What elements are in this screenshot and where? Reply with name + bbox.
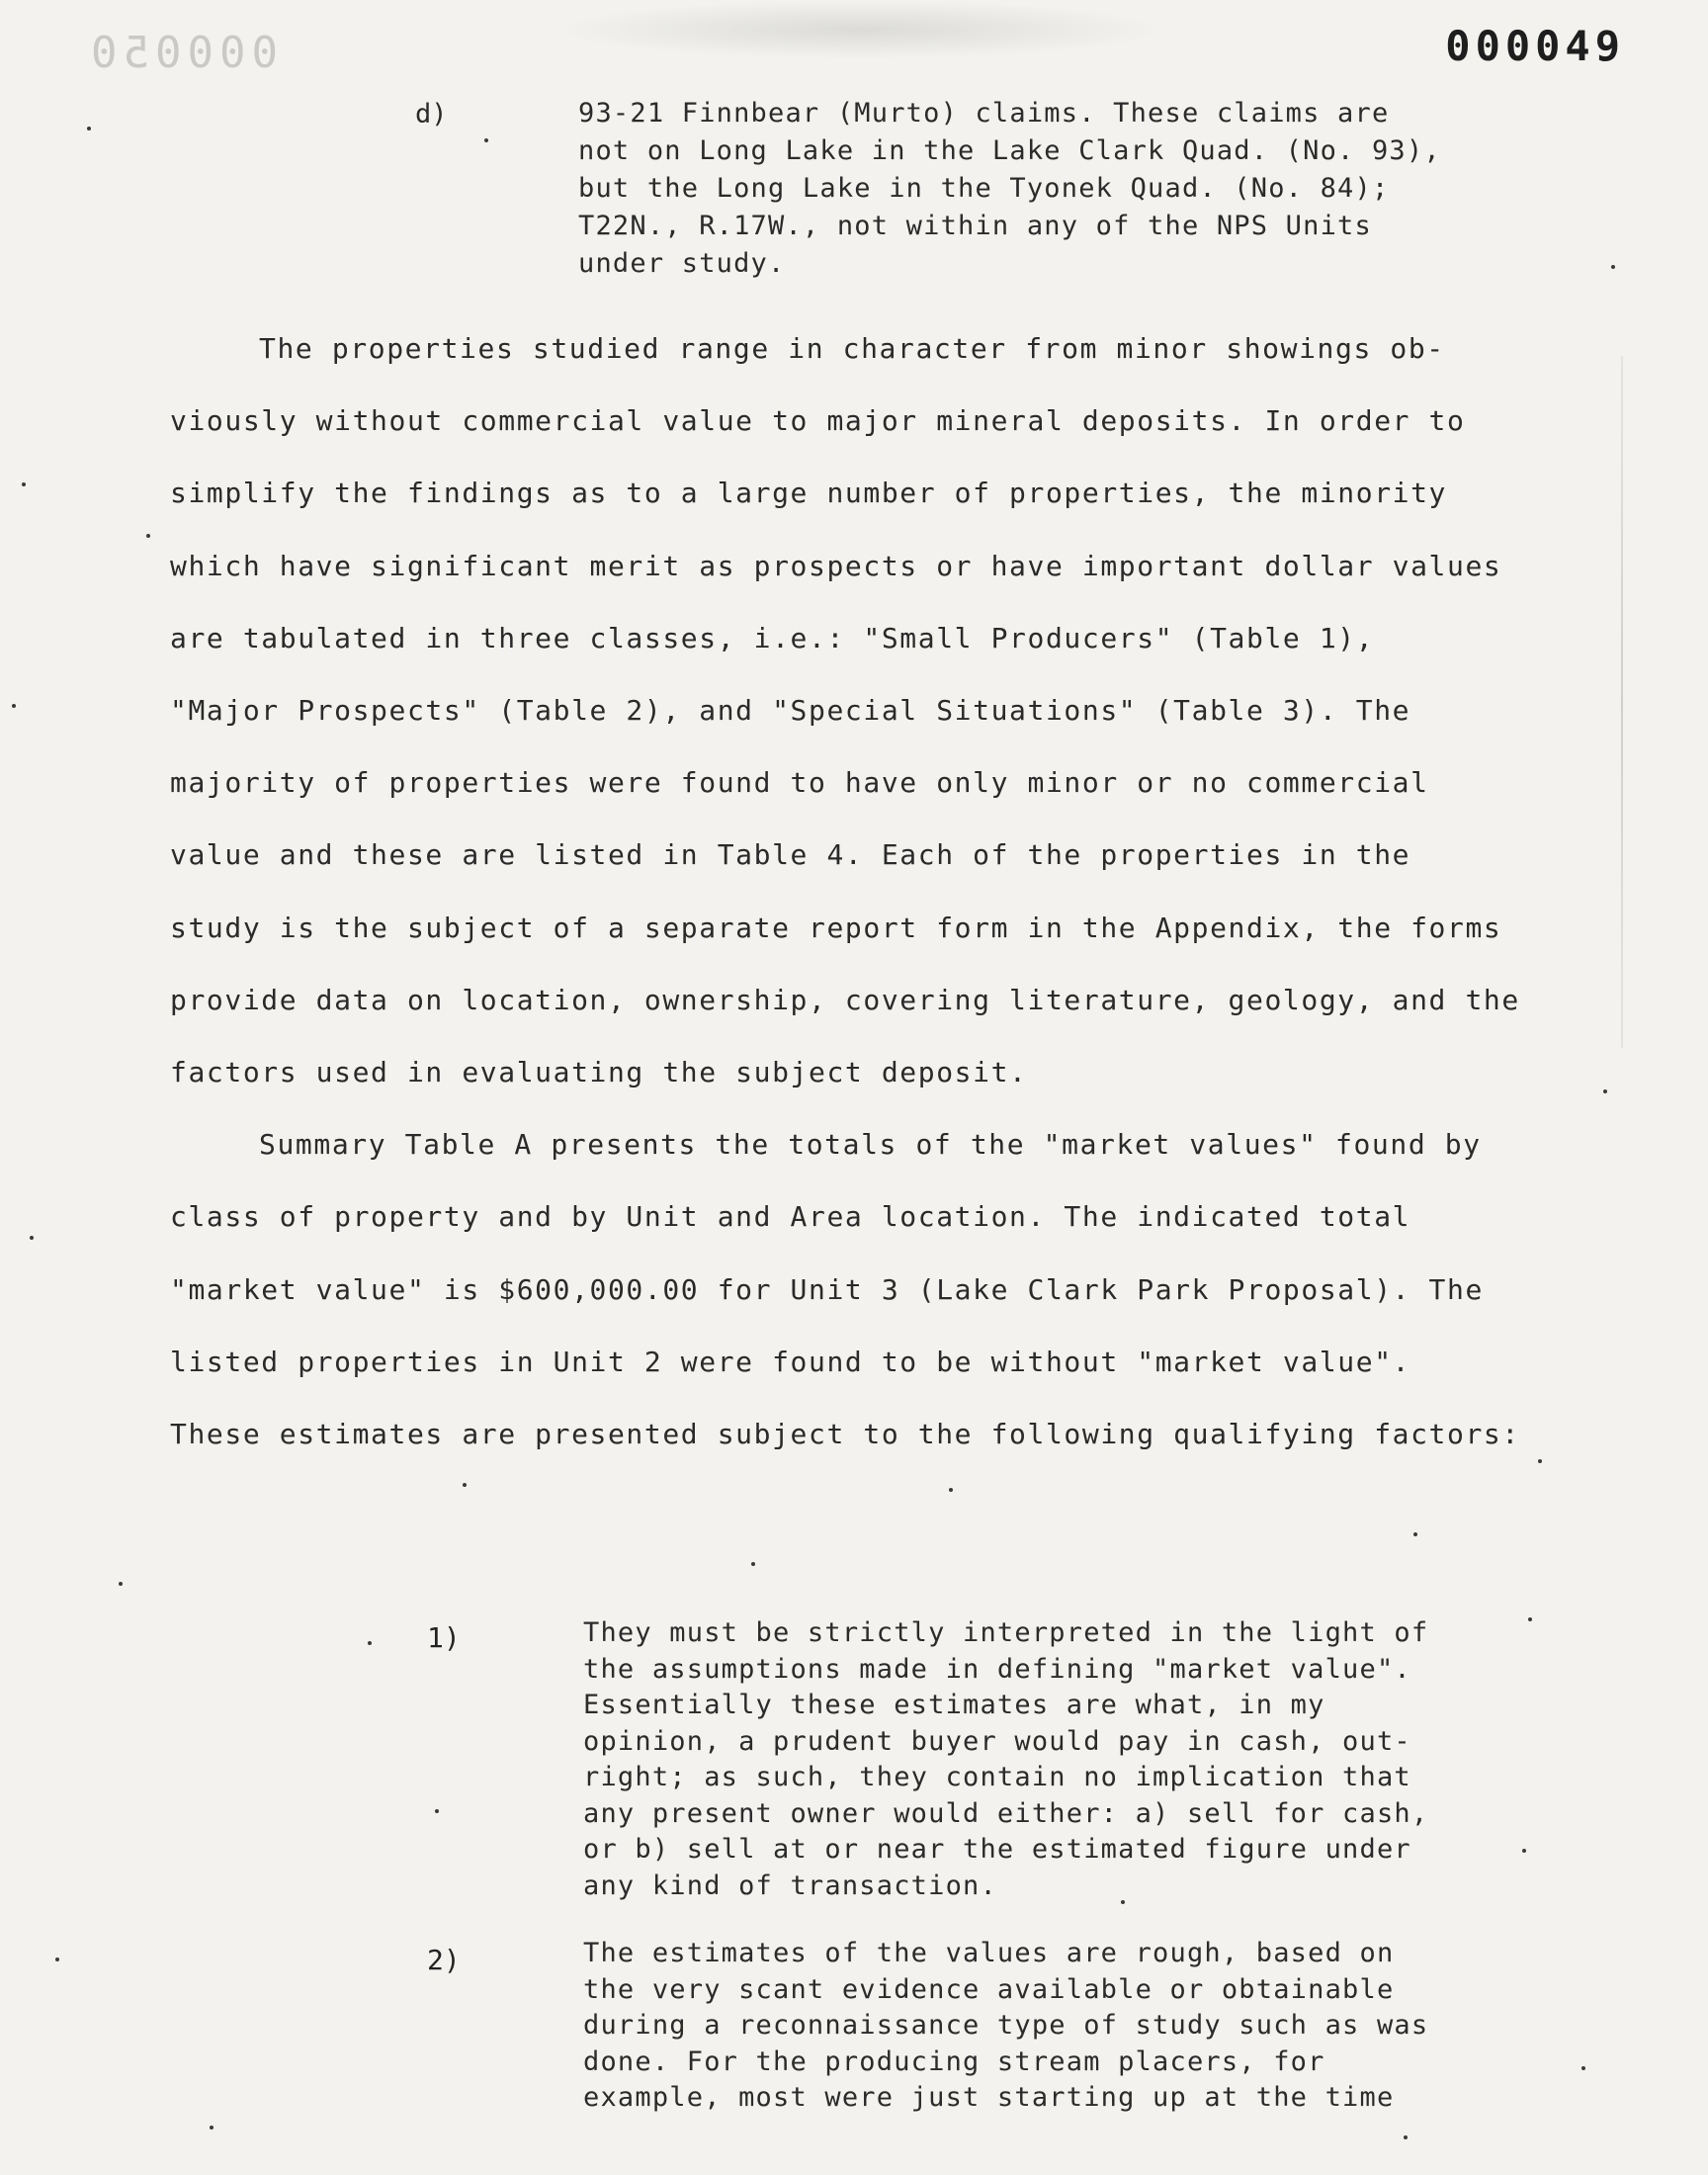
item-d-text bbox=[578, 95, 1468, 283]
scan-speck bbox=[1413, 1532, 1417, 1536]
scan-speck bbox=[1611, 265, 1615, 269]
paragraph-1-line: The properties studied range in character from minor showings ob- bbox=[259, 332, 1445, 365]
bleed-through-smudge bbox=[554, 0, 1166, 59]
qualifier-1-text bbox=[583, 1615, 1473, 1904]
item-d-line: T22N., R.17W., not within any of the NPS Units bbox=[578, 211, 1372, 241]
qualifier-1-line: right; as such, they contain no implication that bbox=[583, 1762, 1411, 1792]
qualifier-1-line: any kind of transaction. bbox=[583, 1870, 997, 1901]
page-number: 000049 bbox=[1445, 22, 1625, 70]
scan-speck bbox=[1603, 1089, 1607, 1093]
qualifier-2-line: example, most were just starting up at the time bbox=[583, 2082, 1395, 2113]
qualifier-1-line: opinion, a prudent buyer would pay in cash, out- bbox=[583, 1725, 1411, 1757]
scan-speck bbox=[368, 1641, 372, 1645]
scan-speck bbox=[463, 1483, 467, 1487]
ghost-page-number: 000050 bbox=[85, 28, 278, 78]
qualifier-2-text bbox=[583, 1936, 1473, 2117]
paragraph-1-line: viously without commercial value to major mineral deposits. In order to bbox=[170, 404, 1466, 438]
paragraph-2-line: Summary Table A presents the totals of the "market values" found by bbox=[259, 1128, 1482, 1162]
qualifier-1-line: any present owner would either: a) sell for cash, bbox=[583, 1797, 1429, 1829]
paragraph-1-line: which have significant merit as prospects or have important dollar values bbox=[170, 549, 1502, 582]
item-d-line: under study. bbox=[578, 248, 786, 279]
scan-speck bbox=[210, 2126, 214, 2130]
paragraph-2-line: class of property and by Unit and Area location. The indicated total bbox=[170, 1200, 1411, 1234]
scan-speck bbox=[55, 1958, 59, 1961]
scan-speck bbox=[22, 482, 26, 486]
paragraph-2-line: These estimates are presented subject to the following qualifying factors: bbox=[170, 1418, 1520, 1451]
paragraph-1-line: are tabulated in three classes, i.e.: "Small Producers" (Table 1), bbox=[170, 621, 1375, 654]
paragraph-1-line: provide data on location, ownership, covering literature, geology, and the bbox=[170, 983, 1520, 1016]
scan-speck bbox=[119, 1582, 123, 1586]
paragraph-1-line: value and these are listed in Table 4. Each of the properties in the bbox=[170, 838, 1411, 872]
qualifier-2-line: during a reconnaissance type of study such as was bbox=[583, 2010, 1429, 2041]
scan-speck bbox=[484, 138, 488, 142]
qualifier-2-line: the very scant evidence available or obtainable bbox=[583, 1973, 1395, 2005]
item-d-label: d) bbox=[415, 99, 448, 130]
scan-speck bbox=[1522, 1849, 1526, 1853]
scan-speck bbox=[1538, 1459, 1542, 1463]
qualifier-1-line: Essentially these estimates are what, in my bbox=[583, 1690, 1325, 1720]
scan-speck bbox=[1121, 1900, 1125, 1904]
qualifier-2-line: The estimates of the values are rough, based on bbox=[583, 1938, 1395, 1968]
scan-speck bbox=[1581, 2066, 1585, 2070]
paragraph-1-line: majority of properties were found to have only minor or no commercial bbox=[170, 766, 1429, 800]
scan-speck bbox=[146, 534, 150, 538]
margin-scan-line bbox=[1621, 356, 1623, 1048]
scan-speck bbox=[949, 1488, 953, 1492]
qualifier-1-line: or b) sell at or near the estimated figure under bbox=[583, 1834, 1411, 1865]
item-d-line: not on Long Lake in the Lake Clark Quad. (No. 93), bbox=[578, 135, 1441, 166]
scan-speck bbox=[435, 1809, 439, 1813]
scan-speck bbox=[751, 1562, 755, 1566]
qualifier-1-number: 1) bbox=[427, 1621, 461, 1654]
qualifier-2-number: 2) bbox=[427, 1944, 461, 1976]
qualifier-2-line: done. For the producing stream placers, for bbox=[583, 2045, 1325, 2077]
scan-speck bbox=[1404, 2135, 1408, 2139]
item-d-line: but the Long Lake in the Tyonek Quad. (No. 84); bbox=[578, 173, 1390, 204]
scan-speck bbox=[87, 127, 91, 130]
qualifier-1-line: the assumptions made in defining "market value". bbox=[583, 1653, 1411, 1685]
paragraph-1-line: study is the subject of a separate report form in the Appendix, the forms bbox=[170, 911, 1502, 944]
scan-speck bbox=[12, 704, 16, 708]
body-paragraphs bbox=[170, 312, 1520, 1470]
paragraph-2-line: listed properties in Unit 2 were found to be without "market value". bbox=[170, 1345, 1411, 1378]
item-d-line: 93-21 Finnbear (Murto) claims. These claims are bbox=[578, 98, 1390, 129]
scan-speck bbox=[30, 1236, 34, 1240]
paragraph-2-line: "market value" is $600,000.00 for Unit 3 (Lake Clark Park Proposal). The bbox=[170, 1272, 1484, 1306]
paragraph-1-line: "Major Prospects" (Table 2), and "Special Situations" (Table 3). The bbox=[170, 694, 1411, 728]
paragraph-1-line: simplify the findings as to a large number of properties, the minority bbox=[170, 477, 1448, 510]
qualifier-1-line: They must be strictly interpreted in the light of bbox=[583, 1617, 1429, 1648]
scan-speck bbox=[1528, 1617, 1532, 1621]
paragraph-1-line: factors used in evaluating the subject deposit. bbox=[170, 1056, 1028, 1089]
